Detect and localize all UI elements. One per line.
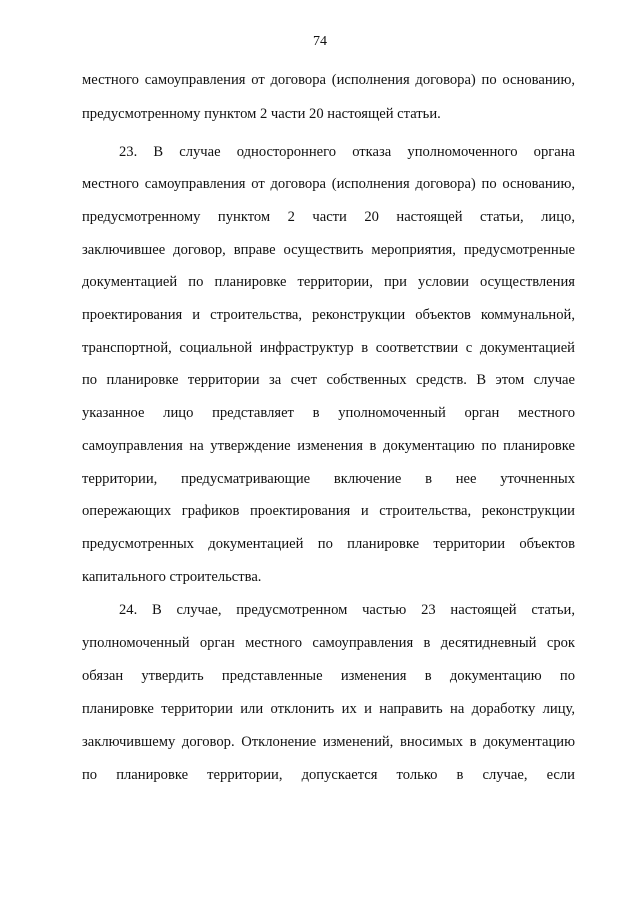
page-number: 74 — [313, 34, 327, 49]
text-line: предусмотренных документацией по планировке территории объектов — [82, 536, 575, 552]
text-line: заключившему договор. Отклонение изменений, вносимых в документацию — [82, 734, 575, 750]
text-line: транспортной, социальной инфраструктур в соответствии с документацией — [82, 340, 575, 356]
text-line: планировке территории или отклонить их и направить на доработку лицу, — [82, 701, 575, 717]
text-line: самоуправления на утверждение изменения в документацию по планировке — [82, 438, 575, 454]
text-line: территории, предусматривающие включение в нее уточненных — [82, 471, 575, 487]
text-line: предусмотренному пунктом 2 части 20 настоящей статьи. — [82, 106, 441, 122]
text-line: заключившее договор, вправе осуществить мероприятия, предусмотренные — [82, 242, 575, 258]
text-line: опережающих графиков проектирования и строительства, реконструкции — [82, 503, 575, 519]
text-line: местного самоуправления от договора (исполнения договора) по основанию, — [82, 176, 575, 192]
text-line: местного самоуправления от договора (исполнения договора) по основанию, — [82, 72, 575, 88]
paragraph-23-start: 23. В случае одностороннего отказа уполномоченного органа — [119, 144, 575, 160]
text-line: документацией по планировке территории, при условии осуществления — [82, 274, 575, 290]
text-line: предусмотренному пунктом 2 части 20 настоящей статьи, лицо, — [82, 209, 575, 225]
text-line: по планировке территории, допускается только в случае, если — [82, 767, 575, 783]
text-line: обязан утвердить представленные изменения в документацию по — [82, 668, 575, 684]
text-line: указанное лицо представляет в уполномоченный орган местного — [82, 405, 575, 421]
text-line: по планировке территории за счет собственных средств. В этом случае — [82, 372, 575, 388]
text-line: капитального строительства. — [82, 569, 262, 585]
text-line: проектирования и строительства, реконструкции объектов коммунальной, — [82, 307, 575, 323]
paragraph-24-start: 24. В случае, предусмотренном частью 23 настоящей статьи, — [119, 602, 575, 618]
text-line: уполномоченный орган местного самоуправления в десятидневный срок — [82, 635, 575, 651]
